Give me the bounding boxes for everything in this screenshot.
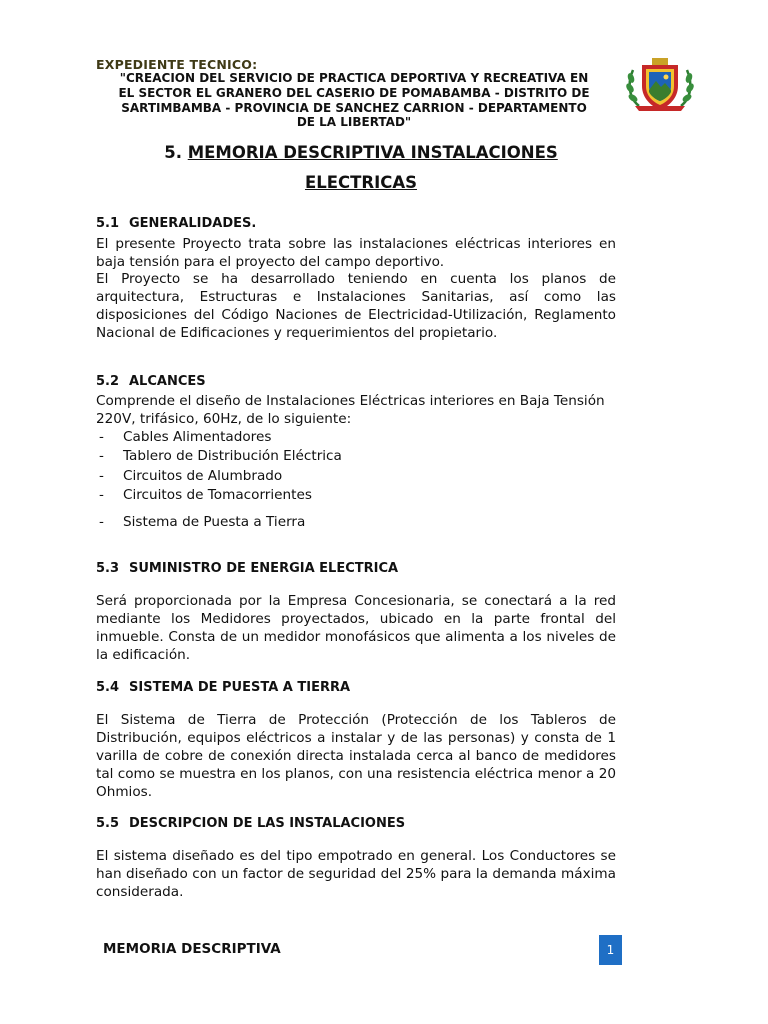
document-title-number: 5. [164,143,182,162]
list-item: - Cables Alimentadores [99,429,272,445]
paragraph: Será proporcionada por la Empresa Concesionaria, se conectará a la red mediante los Medidores proyectados, ubicado en la parte frontal del inmueble. Consta de un medidor monofásicos que alimenta a los niveles de la edificación. [96,593,616,663]
paragraph: El sistema diseñado es del tipo empotrado en general. Los Conductores se han diseñado con un factor de seguridad del 25% para la demanda máxima considerada. [96,848,616,900]
list-item: - Tablero de Distribución Eléctrica [99,448,342,464]
section-title: SUMINISTRO DE ENERGIA ELECTRICA [129,561,399,576]
section-title: SISTEMA DE PUESTA A TIERRA [129,680,351,695]
section-heading [96,561,398,576]
section-number: 5.5 [96,816,120,831]
paragraph: El Proyecto se ha desarrollado teniendo en cuenta los planos de arquitectura, Estructuras e Instalaciones Sanitarias, así como las disposiciones del Código Naciones de Electricidad-Utilización, Reglamento Nacional de Edificaciones y requerimientos del propietario. [96,271,616,341]
list-item-text: Circuitos de Alumbrado [123,468,283,484]
section-title: DESCRIPCION DE LAS INSTALACIONES [129,816,406,831]
document-title-text: MEMORIA DESCRIPTIVA INSTALACIONES [187,143,558,162]
page-number-badge: 1 [599,935,622,965]
footer-label: MEMORIA DESCRIPTIVA [103,941,281,957]
section-title: GENERALIDADES. [129,216,257,231]
document-title-line1 [96,143,626,162]
section-heading [96,216,256,231]
project-title-line: EL SECTOR EL GRANERO DEL CASERIO DE POMABAMBA - DISTRITO DE [118,85,590,100]
section-heading [96,816,405,831]
paragraph: El presente Proyecto trata sobre las instalaciones eléctricas interiores en baja tensión para el proyecto del campo deportivo. [96,236,616,270]
section-heading [96,680,350,695]
municipal-coat-of-arms-icon [625,56,695,114]
section-number: 5.4 [96,680,120,695]
list-item: - Sistema de Puesta a Tierra [99,514,306,530]
project-title-line: SARTIMBAMBA - PROVINCIA DE SANCHEZ CARRION - DEPARTAMENTO [121,100,587,115]
paragraph: Comprende el diseño de Instalaciones Eléctricas interiores en Baja Tensión 220V, trifásico, 60Hz, de lo siguiente: [96,393,605,427]
list-item-text: Cables Alimentadores [123,429,272,445]
project-title-line: DE LA LIBERTAD" [296,115,412,130]
list-item-text: Circuitos de Tomacorrientes [123,487,312,503]
list-item-text: Sistema de Puesta a Tierra [123,514,306,530]
section-number: 5.3 [96,561,120,576]
project-title-line: "CREACION DEL SERVICIO DE PRACTICA DEPORTIVA Y RECREATIVA EN [119,71,589,85]
document-title-line2 [96,173,626,192]
section-title: ALCANCES [129,374,206,389]
list-item: - Circuitos de Alumbrado [99,468,283,484]
section-number: 5.1 [96,216,120,231]
project-title [96,71,612,130]
section-heading [96,374,206,389]
paragraph: El Sistema de Tierra de Protección (Protección de los Tableros de Distribución, equipos eléctricos a instalar y de las personas) y consta de 1 varilla de cobre de conexión directa instalada cerca al banco de medidores tal como se muestra en los planos, con una resistencia eléctrica menor a 20 Ohmios. [96,712,616,800]
section-number: 5.2 [96,374,120,389]
document-title-text: ELECTRICAS [304,173,418,192]
list-item: - Circuitos de Tomacorrientes [99,487,312,503]
expediente-label: EXPEDIENTE TECNICO: [96,57,258,72]
list-item-text: Tablero de Distribución Eléctrica [123,448,342,464]
